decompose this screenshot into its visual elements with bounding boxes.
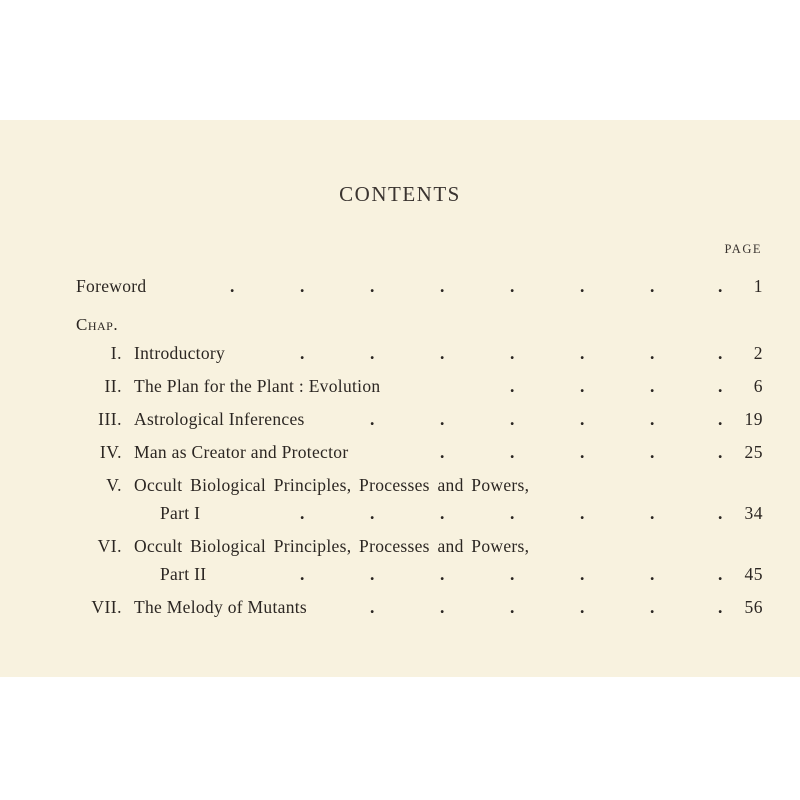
dot-leader bbox=[0, 274, 800, 298]
leader-dot: . bbox=[510, 409, 515, 429]
leader-dot: . bbox=[510, 343, 515, 363]
leader-dot: . bbox=[370, 503, 375, 523]
entry-page-number: 34 bbox=[744, 503, 763, 523]
dot-leader bbox=[0, 440, 800, 464]
book-page bbox=[0, 120, 800, 677]
dot-leader bbox=[0, 374, 800, 398]
leader-dot: . bbox=[650, 376, 655, 396]
leader-dot: . bbox=[230, 276, 235, 296]
dot-leader bbox=[0, 562, 800, 586]
leader-dot: . bbox=[510, 564, 515, 584]
entry-title: Astrological Inferences bbox=[134, 409, 305, 429]
leader-dot: . bbox=[718, 376, 723, 396]
dot-leader bbox=[0, 501, 800, 525]
dot-leader bbox=[0, 595, 800, 619]
leader-dot: . bbox=[580, 409, 585, 429]
entry-page-number: 56 bbox=[744, 597, 763, 617]
entry-subtitle: Part I bbox=[160, 503, 201, 523]
leader-dot: . bbox=[650, 442, 655, 462]
leader-dot: . bbox=[650, 564, 655, 584]
leader-dot: . bbox=[440, 409, 445, 429]
entry-title: Man as Creator and Protector bbox=[134, 442, 349, 462]
leader-dot: . bbox=[510, 503, 515, 523]
chapter-numeral: V. bbox=[106, 475, 122, 495]
entry-page-number: 45 bbox=[744, 564, 763, 584]
chapter-numeral: III. bbox=[98, 409, 122, 429]
toc-entry-chapter-3 bbox=[0, 407, 800, 431]
leader-dot: . bbox=[580, 597, 585, 617]
leader-dot: . bbox=[580, 442, 585, 462]
leader-dot: . bbox=[718, 276, 723, 296]
leader-dot: . bbox=[580, 503, 585, 523]
dot-leader bbox=[0, 407, 800, 431]
leader-dot: . bbox=[510, 442, 515, 462]
leader-dot: . bbox=[580, 276, 585, 296]
entry-title: Introductory bbox=[134, 343, 226, 363]
entry-title: The Melody of Mutants bbox=[134, 597, 308, 617]
entry-page-number: 25 bbox=[744, 442, 763, 462]
toc-entry-chapter-6-continued bbox=[0, 562, 800, 586]
leader-dot: . bbox=[650, 276, 655, 296]
entry-page-number: 19 bbox=[744, 409, 763, 429]
leader-dot: . bbox=[440, 503, 445, 523]
entry-page-number: 2 bbox=[753, 343, 763, 363]
chapter-numeral: VII. bbox=[91, 597, 122, 617]
leader-dot: . bbox=[718, 597, 723, 617]
leader-dot: . bbox=[650, 409, 655, 429]
toc-entry-chapter-2 bbox=[0, 374, 800, 398]
leader-dot: . bbox=[718, 503, 723, 523]
chapter-numeral: I. bbox=[110, 343, 122, 363]
entry-title: Occult Biological Principles, Processes and Powers, bbox=[134, 475, 530, 495]
toc-entry-chapter-5 bbox=[0, 473, 800, 497]
leader-dot: . bbox=[300, 564, 305, 584]
leader-dot: . bbox=[650, 503, 655, 523]
dot-leader bbox=[0, 341, 800, 365]
entry-title: Occult Biological Principles, Processes and Powers, bbox=[134, 536, 530, 556]
page-column-label: PAGE bbox=[724, 242, 762, 256]
leader-dot: . bbox=[440, 597, 445, 617]
leader-dot: . bbox=[300, 276, 305, 296]
toc-entry-chapter-5-continued bbox=[0, 501, 800, 525]
toc-entry-chapter-1 bbox=[0, 341, 800, 365]
leader-dot: . bbox=[718, 564, 723, 584]
toc-entry-chapter-4 bbox=[0, 440, 800, 464]
leader-dot: . bbox=[440, 442, 445, 462]
leader-dot: . bbox=[580, 343, 585, 363]
leader-dot: . bbox=[440, 343, 445, 363]
leader-dot: . bbox=[370, 343, 375, 363]
leader-dot: . bbox=[650, 597, 655, 617]
chapter-numeral: II. bbox=[104, 376, 122, 396]
entry-subtitle: Part II bbox=[160, 564, 207, 584]
entry-page-number: 1 bbox=[753, 276, 763, 296]
leader-dot: . bbox=[718, 409, 723, 429]
toc-entry-chapter-7 bbox=[0, 595, 800, 619]
entry-title: The Plan for the Plant : Evolution bbox=[134, 376, 381, 396]
entry-title: Foreword bbox=[76, 276, 147, 296]
chapter-column-label: Chap. bbox=[76, 315, 119, 334]
leader-dot: . bbox=[580, 376, 585, 396]
leader-dot: . bbox=[440, 276, 445, 296]
leader-dot: . bbox=[510, 376, 515, 396]
contents-heading: CONTENTS bbox=[339, 182, 461, 206]
leader-dot: . bbox=[510, 276, 515, 296]
leader-dot: . bbox=[718, 442, 723, 462]
leader-dot: . bbox=[370, 276, 375, 296]
toc-entry-chapter-6 bbox=[0, 534, 800, 558]
leader-dot: . bbox=[300, 503, 305, 523]
chapter-numeral: VI. bbox=[97, 536, 122, 556]
leader-dot: . bbox=[510, 597, 515, 617]
leader-dot: . bbox=[370, 597, 375, 617]
leader-dot: . bbox=[370, 564, 375, 584]
leader-dot: . bbox=[580, 564, 585, 584]
chapter-numeral: IV. bbox=[99, 442, 122, 462]
leader-dot: . bbox=[300, 343, 305, 363]
leader-dot: . bbox=[370, 409, 375, 429]
leader-dot: . bbox=[440, 564, 445, 584]
leader-dot: . bbox=[650, 343, 655, 363]
entry-page-number: 6 bbox=[753, 376, 763, 396]
leader-dot: . bbox=[718, 343, 723, 363]
toc-entry-foreword bbox=[0, 274, 800, 298]
